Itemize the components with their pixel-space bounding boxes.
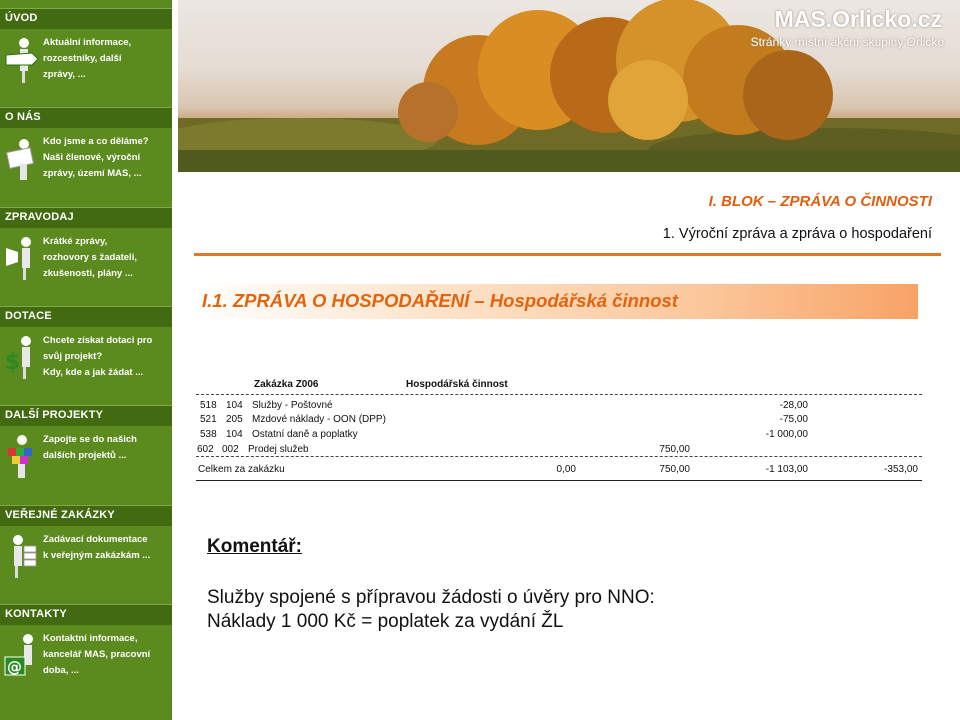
sidebar-section-text[interactable]: Aktuální informace, rozcestníky, další zprávy, ... <box>43 37 132 80</box>
sidebar-section-body[interactable] <box>0 526 172 592</box>
sidebar-section-body[interactable] <box>0 128 172 194</box>
sidebar-section-verejne-zakazky[interactable] <box>0 505 172 526</box>
puzzle-person-icon <box>4 432 40 482</box>
sidebar-section-uvod[interactable] <box>0 8 172 29</box>
table-cell-value: -75,00 <box>779 414 808 425</box>
table-header-activity: Hospodářská činnost <box>406 379 508 390</box>
sidebar-section-text[interactable]: Zapojte se do našich dalších projektů ... <box>43 434 137 461</box>
megaphone-person-icon <box>4 234 40 284</box>
comment-text: Náklady 1 000 Kč = poplatek za vydání ŽL <box>207 611 564 632</box>
table-total-value: 750,00 <box>659 464 690 475</box>
table-cell-label: Prodej služeb <box>248 444 309 455</box>
money-person-icon <box>4 333 40 383</box>
table-cell-account: 521 <box>200 414 217 425</box>
sidebar-section-text[interactable]: Chcete získat dotaci pro svůj projekt? Kdy, kde a jak žádat ... <box>43 335 153 378</box>
table-cell-account: 518 <box>200 400 217 411</box>
sidebar-section-title[interactable]: ZPRAVODAJ <box>5 211 74 223</box>
sidebar-section-text[interactable]: Zadávací dokumentace k veřejným zakázkám ... <box>43 534 151 561</box>
table-header-order: Zakázka Z006 <box>254 379 319 390</box>
table-cell-label: Mzdové náklady - OON (DPP) <box>252 414 386 425</box>
block-subtitle: 1. Výroční zpráva a zpráva o hospodaření <box>662 226 932 242</box>
sidebar-section-body[interactable] <box>0 426 172 492</box>
sidebar-section-text[interactable]: Kdo jsme a co děláme? Naši členové, výroční zprávy, území MAS, ... <box>43 136 149 179</box>
divider <box>194 253 941 256</box>
table-bottom-line <box>196 480 922 481</box>
signpost-icon <box>4 35 40 85</box>
sidebar-section-title[interactable]: O NÁS <box>5 111 41 123</box>
sidebar-section-zpravodaj[interactable] <box>0 207 172 228</box>
sidebar-section-body[interactable] <box>0 327 172 393</box>
svg-text:$: $ <box>5 350 21 375</box>
sidebar-nav <box>0 0 172 720</box>
table-cell-code: 205 <box>226 414 243 425</box>
table-cell-code: 002 <box>222 444 239 455</box>
table-total-value: -353,00 <box>884 464 918 475</box>
dashed-separator <box>196 394 922 395</box>
sidebar-section-title[interactable]: DOTACE <box>5 310 52 322</box>
comment-label: Komentář: <box>207 536 303 557</box>
table-total-label: Celkem za zakázku <box>198 464 285 475</box>
site-tagline: Stránky místní akční skupiny Orlicko <box>750 35 944 49</box>
sidebar-section-body[interactable] <box>0 625 172 691</box>
section-title: I.1. ZPRÁVA O HOSPODAŘENÍ – Hospodářská činnost <box>202 290 678 311</box>
section-title-bar <box>196 284 918 319</box>
financial-table <box>196 378 922 482</box>
sidebar-section-dotace[interactable] <box>0 306 172 327</box>
table-cell-value: -1 000,00 <box>765 429 808 440</box>
sidebar-section-title[interactable]: ÚVOD <box>5 12 38 24</box>
sidebar-section-text[interactable]: Krátké zprávy, rozhovory s žadateli, zkušenosti, plány ... <box>43 236 137 279</box>
table-cell-code: 104 <box>226 429 243 440</box>
documents-person-icon <box>4 532 40 582</box>
table-cell-account: 538 <box>200 429 217 440</box>
sidebar-section-body[interactable] <box>0 228 172 294</box>
block-title: I. BLOK – ZPRÁVA O ČINNOSTI <box>708 193 932 210</box>
comment-text: Služby spojené s přípravou žádosti o úvěry pro NNO: <box>207 587 655 608</box>
table-cell-label: Ostatní daně a poplatky <box>252 429 358 440</box>
table-total-value: 0,00 <box>556 464 576 475</box>
table-cell-label: Služby - Poštovné <box>252 400 333 411</box>
dashed-separator <box>196 456 922 457</box>
sidebar-section-body[interactable] <box>0 29 172 95</box>
sidebar-section-title[interactable]: VEŘEJNÉ ZAKÁZKY <box>5 509 115 521</box>
sidebar-section-title[interactable]: KONTAKTY <box>5 608 67 620</box>
header-banner <box>178 0 960 172</box>
email-person-icon <box>4 631 40 681</box>
svg-text:@: @ <box>7 658 22 676</box>
sidebar-section-title[interactable]: DALŠÍ PROJEKTY <box>5 409 104 421</box>
table-cell-code: 104 <box>226 400 243 411</box>
table-total-value: -1 103,00 <box>765 464 808 475</box>
sidebar-section-dalsi-projekty[interactable] <box>0 405 172 426</box>
sidebar-section-kontakty[interactable] <box>0 604 172 625</box>
table-cell-value: -28,00 <box>779 400 808 411</box>
table-cell-account: 602 <box>197 444 214 455</box>
table-cell-value: 750,00 <box>659 444 690 455</box>
sidebar-section-o-nas[interactable] <box>0 107 172 128</box>
sidebar-section-text[interactable]: Kontaktní informace, kancelář MAS, pracovní doba, ... <box>43 633 151 676</box>
site-brand[interactable]: MAS.Orlicko.cz <box>774 6 942 32</box>
reading-person-icon <box>4 134 40 184</box>
